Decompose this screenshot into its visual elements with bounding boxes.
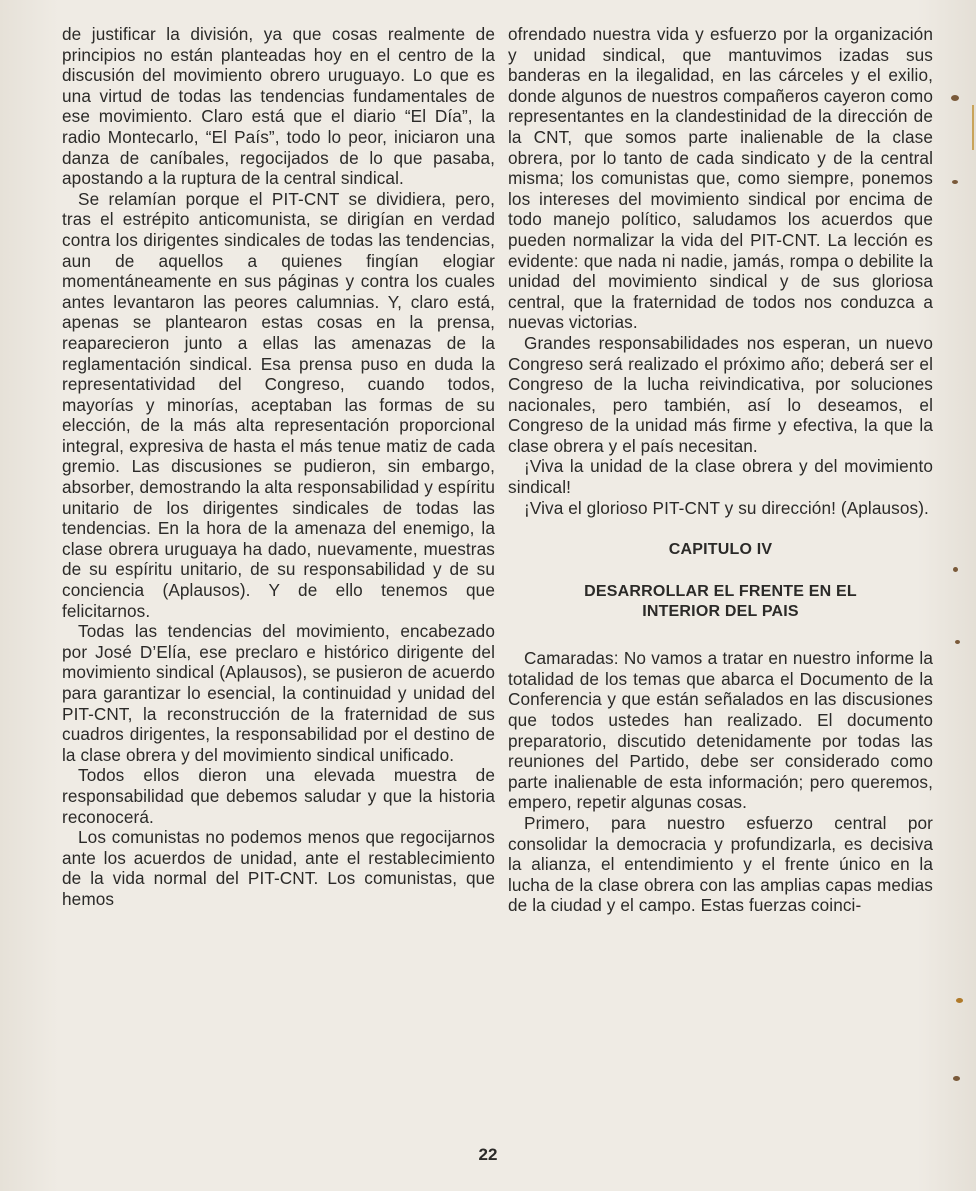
paragraph: Los comunistas no podemos menos que regocijarnos ante los acuerdos de unidad, ante el restablecimiento de la vida normal del PIT-CNT. Los comunistas, que hemos (62, 827, 495, 909)
scan-speck (951, 95, 959, 101)
scan-speck (953, 1076, 960, 1081)
page-number: 22 (478, 1145, 498, 1164)
page-edge (972, 105, 974, 150)
scan-speck (955, 640, 960, 644)
paragraph: de justificar la división, ya que cosas realmente de principios no están planteadas hoy en el centro de la discusión del movimiento obrero uruguayo. Lo que es una virtud de todas las tendencias fundamentales de ese movimiento. Claro está que el diario “El Día”, la radio Montecarlo, “El País”, todo lo peor, iniciaron una danza de caníbales, regocijados de lo que pasaba, apostando a la ruptura de la central sindical. (62, 24, 495, 189)
paragraph: Todos ellos dieron una elevada muestra de responsabilidad que debemos saludar y que la historia reconocerá. (62, 765, 495, 827)
right-column (508, 24, 933, 916)
chapter-label: CAPITULO IV (668, 541, 773, 559)
paragraph: Grandes responsabilidades nos esperan, un nuevo Congreso será realizado el próximo año; deberá ser el Congreso de la lucha reivindicativa, por soluciones nacionales, pero también, así lo deseamos, el Congreso de la unidad más firme y efectiva, la que la clase obrera y el país necesitan. (508, 332, 933, 456)
chapter-title: DESARROLLAR EL FRENTE EN EL INTERIOR DEL PAIS (584, 583, 857, 621)
paragraph: Todas las tendencias del movimiento, encabezado por José D’Elía, ese preclaro e histórico dirigente del movimiento sindical (Aplausos), se pusieron de acuerdo para garantizar lo esencial, la continuidad y unidad del PIT-CNT, la reconstrucción de la fraternidad de sus cuadros dirigentes, la responsabilidad por el destino de la clase obrera y del movimiento sindical unificado. (62, 621, 495, 765)
paragraph: ofrendado nuestra vida y esfuerzo por la organización y unidad sindical, que mantuvimos izadas sus banderas en la ilegalidad, en las cárceles y el exilio, donde algunos de nuestros compañeros cayeron como representantes en la clandestinidad de la dirección de la CNT, que somos parte inalienable de la clase obrera, por lo tanto de cada sindicato y de la central misma; los comunistas que, como siempre, ponemos los intereses del movimiento sindical por encima de todo manejo político, saludamos los acuerdos que pueden normalizar la vida del PIT-CNT. La lección es evidente: que nada ni nadie, jamás, rompa o debilite la unidad del movimiento sindical y de sus gloriosa central, que la fraternidad de todos nos conduzca a nuevas victorias. (508, 24, 933, 333)
scan-speck (956, 998, 963, 1003)
paragraph: ¡Viva la unidad de la clase obrera y del movimiento sindical! (508, 456, 933, 498)
scan-speck (952, 180, 958, 184)
paragraph: Camaradas: No vamos a tratar en nuestro informe la totalidad de los temas que abarca el Documento de la Conferencia y que están señalados en las discusiones que todos ustedes han realizado. El documento preparatorio, discutido detenidamente por todas las reuniones del Partido, debe ser considerado como parte inalienable de esta información; pero queremos, empero, repetir algunas cosas. (508, 648, 933, 813)
paragraph: Primero, para nuestro esfuerzo central por consolidar la democracia y profundizarla, es decisiva la alianza, el entendimiento y el frente único en la lucha de la clase obrera con las amplias capas medias de la ciudad y el campo. Estas fuerzas coinci- (508, 813, 933, 916)
paragraph: ¡Viva el glorioso PIT-CNT y su dirección! (Aplausos). (524, 497, 929, 518)
left-column (62, 24, 495, 910)
paragraph: Se relamían porque el PIT-CNT se dividiera, pero, tras el estrépito anticomunista, se dirigían en verdad contra los dirigentes sindicales de todas las tendencias, aun de aquellos a quienes fingían elogiar momentáneamente en sus páginas y contra los cuales antes levantaron las peores calumnias. Y, claro está, apenas se plantearon estas cosas en la prensa, reaparecieron junto a ellas las amenazas de la reglamentación sindical. Esa prensa puso en duda la representatividad del Congreso, cuando todos, mayorías y minorías, aceptaban las formas de su elección, de la más alta representación proporcional integral, expresiva de hasta el más tenue matiz de cada gremio. Las discusiones se pudieron, sin embargo, absorber, demostrando la alta responsabilidad y espíritu unitario de los dirigentes sindicales de todas las tendencias. En la hora de la amenaza del enemigo, la clase obrera uruguaya ha dado, nuevamente, muestras de su espíritu unitario, de su responsabilidad y de su conciencia (Aplausos). Y de ello tenemos que felicitarnos. (62, 188, 495, 621)
scan-speck (953, 567, 958, 572)
